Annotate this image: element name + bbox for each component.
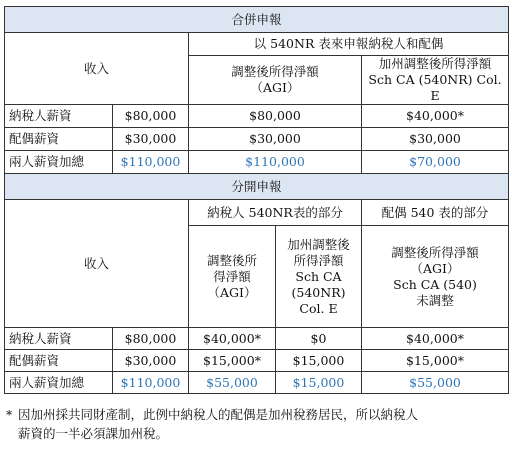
combined-agi-header: 調整後所得淨額 （AGI） [189,56,362,105]
row-label: 納稅人薪資 [5,105,113,128]
combined-section-title: 合併申報 [5,7,509,33]
spouse-part-header: 配偶 540 表的部分 [362,200,509,226]
taxpayer-agi-value: $40,000* [189,328,276,350]
separate-income-header: 收入 [5,200,189,328]
separate-section-header-row [5,174,509,200]
taxpayer-ca-header: 加州調整後 所得淨額 Sch CA (540NR) Col. E [276,226,362,328]
footnote-line-2: 薪資的一半必須課加州稅。 [18,426,169,441]
row-label: 兩人薪資加總 [5,372,113,394]
ca-value: $30,000 [362,128,509,151]
ca-total: $70,000 [362,151,509,174]
footnote [6,405,506,443]
row-label: 兩人薪資加總 [5,151,113,174]
spouse-value: $40,000* [362,328,509,350]
table-row [5,128,509,151]
income-table [4,6,509,394]
combined-span-header: 以 540NR 表來申報納稅人和配偶 [189,33,509,56]
row-label: 配偶薪資 [5,128,113,151]
spouse-value: $15,000* [362,350,509,372]
footnote-mark: * [6,407,13,422]
combined-section-header-row [5,7,509,33]
combined-ca-header: 加州調整後所得淨額 Sch CA (540NR) Col. E [362,56,509,105]
taxpayer-ca-value: $15,000 [276,350,362,372]
spouse-agi-header: 調整後所得淨額 （AGI） Sch CA (540) 未調整 [362,226,509,328]
income-value: $80,000 [113,105,189,128]
taxpayer-agi-header: 調整後所 得淨額 （AGI） [189,226,276,328]
table-row [5,350,509,372]
row-label: 配偶薪資 [5,350,113,372]
income-total: $110,000 [113,372,189,394]
agi-value: $30,000 [189,128,362,151]
footnote-line-1: 因加州採共同財產制，此例中納稅人的配偶是加州稅務居民，所以納稅人 [18,407,419,422]
combined-income-header: 收入 [5,33,189,105]
taxpayer-part-header: 納稅人 540NR表的部分 [189,200,362,226]
ca-value: $40,000* [362,105,509,128]
taxpayer-ca-value: $0 [276,328,362,350]
taxpayer-ca-total: $15,000 [276,372,362,394]
agi-value: $80,000 [189,105,362,128]
table-row-total [5,372,509,394]
row-label: 納稅人薪資 [5,328,113,350]
spouse-total: $55,000 [362,372,509,394]
separate-section-title: 分開申報 [5,174,509,200]
agi-total: $110,000 [189,151,362,174]
income-value: $30,000 [113,350,189,372]
table-row-total [5,151,509,174]
taxpayer-agi-total: $55,000 [189,372,276,394]
income-value: $30,000 [113,128,189,151]
table-row [5,105,509,128]
table-row [5,328,509,350]
income-total: $110,000 [113,151,189,174]
income-value: $80,000 [113,328,189,350]
taxpayer-agi-value: $15,000* [189,350,276,372]
